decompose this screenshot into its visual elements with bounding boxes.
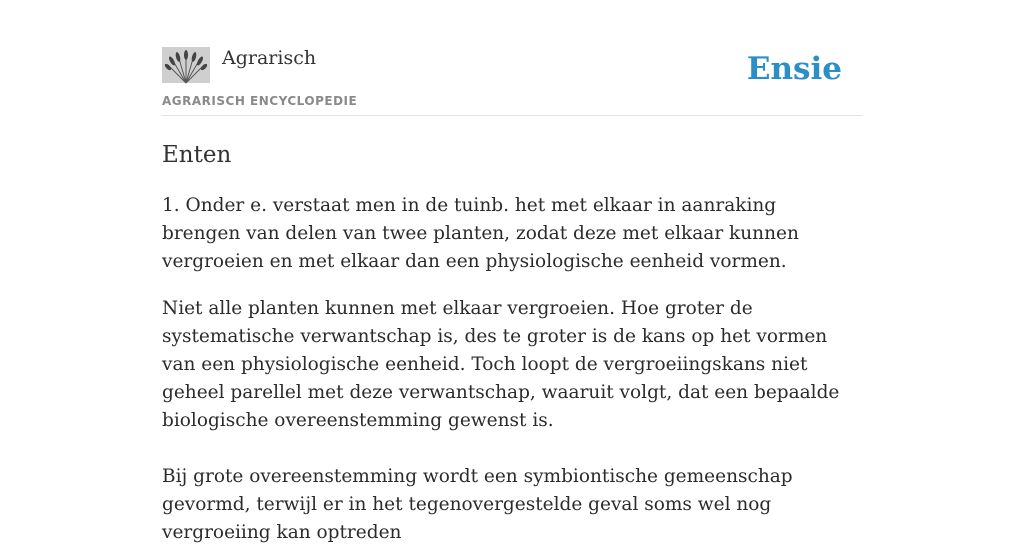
entry-paragraph: 1. Onder e. verstaat men in de tuinb. het met elkaar in aanraking brengen van delen van twee planten, zodat deze met elkaar kunnen vergroeien en met elkaar dan een physiologische eenheid vormen. — [162, 195, 799, 272]
source-title[interactable]: Agrarisch — [222, 47, 317, 69]
entry-header — [162, 0, 862, 116]
entry-paragraph: Bij grote overeenstemming wordt een symbiontische gemeenschap gevormd, terwijl er in het tegenovergestelde geval soms wel nog vergroeiing kan optreden — [162, 466, 793, 543]
entry-paragraph: Niet alle planten kunnen met elkaar vergroeien. Hoe groter de systematische verwantschap is, des te groter is de kans op het vormen van een physiologische eenheid. Toch loopt de vergroeiingskans niet geheel parellel met deze verwantschap, waaruit volgt, dat een bepaalde biologische overeenstemming gewenst is. — [162, 298, 840, 431]
entry-title: Enten — [162, 142, 232, 168]
source-subtitle: AGRARISCH ENCYCLOPEDIE — [162, 94, 358, 108]
wheat-sheaf-icon[interactable] — [162, 47, 210, 83]
brand-logo-link[interactable]: Ensie — [746, 51, 842, 87]
page-container — [162, 0, 862, 543]
